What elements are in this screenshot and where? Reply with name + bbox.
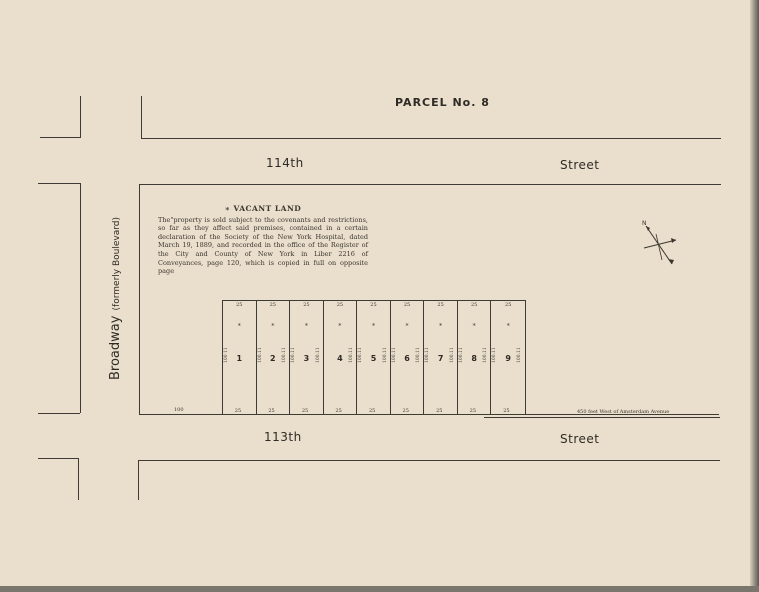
lot-number: 3 xyxy=(303,354,310,363)
lot-marker: * xyxy=(506,323,510,330)
lot-marker: * xyxy=(338,323,342,330)
lot-depth-left: 100.11 xyxy=(391,347,397,363)
block-line xyxy=(139,184,721,185)
lot-frontage-bottom: 25 xyxy=(301,408,309,414)
lot-number: 7 xyxy=(437,354,444,363)
lot-depth-right: 100.11 xyxy=(315,347,321,363)
lot-depth-right: 100.11 xyxy=(416,347,422,363)
lot-1 xyxy=(223,301,257,415)
lot-marker: * xyxy=(371,323,375,330)
lot-frontage-top: 25 xyxy=(370,302,377,308)
street-label-north: Street xyxy=(560,158,600,172)
street-name-114th: 114th xyxy=(266,156,304,170)
lot-marker: * xyxy=(405,323,409,330)
block-line xyxy=(141,96,142,138)
block-line xyxy=(38,458,78,459)
lot-number: 4 xyxy=(337,354,343,363)
notice-heading: ∗ VACANT LAND xyxy=(224,204,302,213)
lot-6 xyxy=(391,301,425,415)
vacant-land-notice xyxy=(158,205,368,276)
lot-frontage-bottom: 25 xyxy=(436,408,443,414)
block-line xyxy=(40,137,80,138)
block-line xyxy=(38,183,80,184)
lot-frontage-bottom: 25 xyxy=(503,408,510,414)
lot-depth-left: 100.11 xyxy=(458,347,464,363)
page-edge xyxy=(750,0,759,592)
lot-depth-left: 100.11 xyxy=(492,347,498,363)
lot-2 xyxy=(257,301,291,415)
lot-marker: * xyxy=(304,323,308,330)
lot-depth-right: 100.11 xyxy=(349,347,355,363)
avenue-label xyxy=(104,217,123,380)
lot-marker: * xyxy=(472,323,476,330)
compass-icon xyxy=(638,216,682,268)
block-line xyxy=(78,458,79,500)
block-line xyxy=(484,417,720,418)
lot-frontage-top: 25 xyxy=(403,302,411,308)
lot-5 xyxy=(357,301,391,415)
lot-frontage-top: 25 xyxy=(336,302,344,308)
block-line xyxy=(38,413,80,414)
block-line xyxy=(138,460,139,500)
lot-depth-left: 100.11 xyxy=(425,347,431,363)
lot-number: 2 xyxy=(270,354,276,363)
page-edge xyxy=(0,586,759,592)
lot-depth-right: 100.11 xyxy=(382,347,388,363)
lot-depth-right: 100.11 xyxy=(449,347,455,363)
avenue-former-name: (formerly Boulevard) xyxy=(112,217,122,311)
lot-depth-right: 100.11 xyxy=(282,347,288,363)
lot-depth-right: 100.11 xyxy=(516,347,522,363)
lot-depth-left: 100.11 xyxy=(291,347,297,363)
lot-8 xyxy=(458,301,492,415)
block-line xyxy=(80,183,81,413)
block-line xyxy=(138,460,720,461)
block-line xyxy=(139,184,140,415)
lot-frontage-top: 25 xyxy=(236,302,243,308)
lot-9 xyxy=(491,301,525,415)
lot-frontage-bottom: 25 xyxy=(402,408,409,414)
lot-4 xyxy=(324,301,358,415)
distance-note: 450 feet West of Amsterdam Avenue xyxy=(577,409,670,415)
lot-frontage-bottom: 25 xyxy=(369,408,376,414)
lot-frontage-top: 25 xyxy=(437,302,444,308)
lot-frontage-top: 25 xyxy=(470,302,478,308)
parcel-title: PARCEL No. 8 xyxy=(395,96,490,109)
lot-number: 5 xyxy=(370,354,377,363)
lots-grid xyxy=(222,300,526,415)
lot-depth-left: 100.11 xyxy=(358,347,364,363)
lot-frontage-top: 25 xyxy=(269,302,276,308)
lot-depth-left: 100 11 xyxy=(224,347,229,363)
lot-frontage-top: 25 xyxy=(505,302,512,308)
block-line xyxy=(80,96,81,138)
lot-7 xyxy=(424,301,458,415)
lot-frontage-bottom: 25 xyxy=(268,408,275,414)
lot-frontage-bottom: 25 xyxy=(234,408,242,414)
lot-depth-left: 100.11 xyxy=(257,347,263,363)
street-label-south: Street xyxy=(560,432,600,446)
lot-number: 1 xyxy=(236,354,243,363)
lot-number: 8 xyxy=(471,354,477,363)
street-name-113th: 113th xyxy=(264,430,302,444)
block-line xyxy=(141,138,721,139)
lot-marker: * xyxy=(439,323,443,330)
lot-number: 9 xyxy=(505,354,511,363)
lot-frontage-bottom: 25 xyxy=(469,408,477,414)
lot-marker: * xyxy=(271,323,275,330)
lot-depth-right: 100.11 xyxy=(483,347,489,363)
lot-marker: * xyxy=(237,323,241,330)
avenue-name: Broadway xyxy=(108,315,123,380)
svg-text:N: N xyxy=(642,220,647,227)
lot-number: 6 xyxy=(404,354,410,363)
notice-body: The"property is sold subject to the covenants and restrictions, so far as they affect said premises, contained in a certain declaration of the Society of the New York Hospital, dated March 19, 1889, and recorded in the office of the Register of the City and County of New York in Liber 2216 of Conveyances, page 120, which is copied in full on opposite page xyxy=(158,215,368,276)
lot-frontage-bottom: 25 xyxy=(335,408,342,414)
corner-depth-label: 100 xyxy=(174,407,184,413)
lot-frontage-top: 25 xyxy=(303,302,310,308)
lot-3 xyxy=(290,301,324,415)
